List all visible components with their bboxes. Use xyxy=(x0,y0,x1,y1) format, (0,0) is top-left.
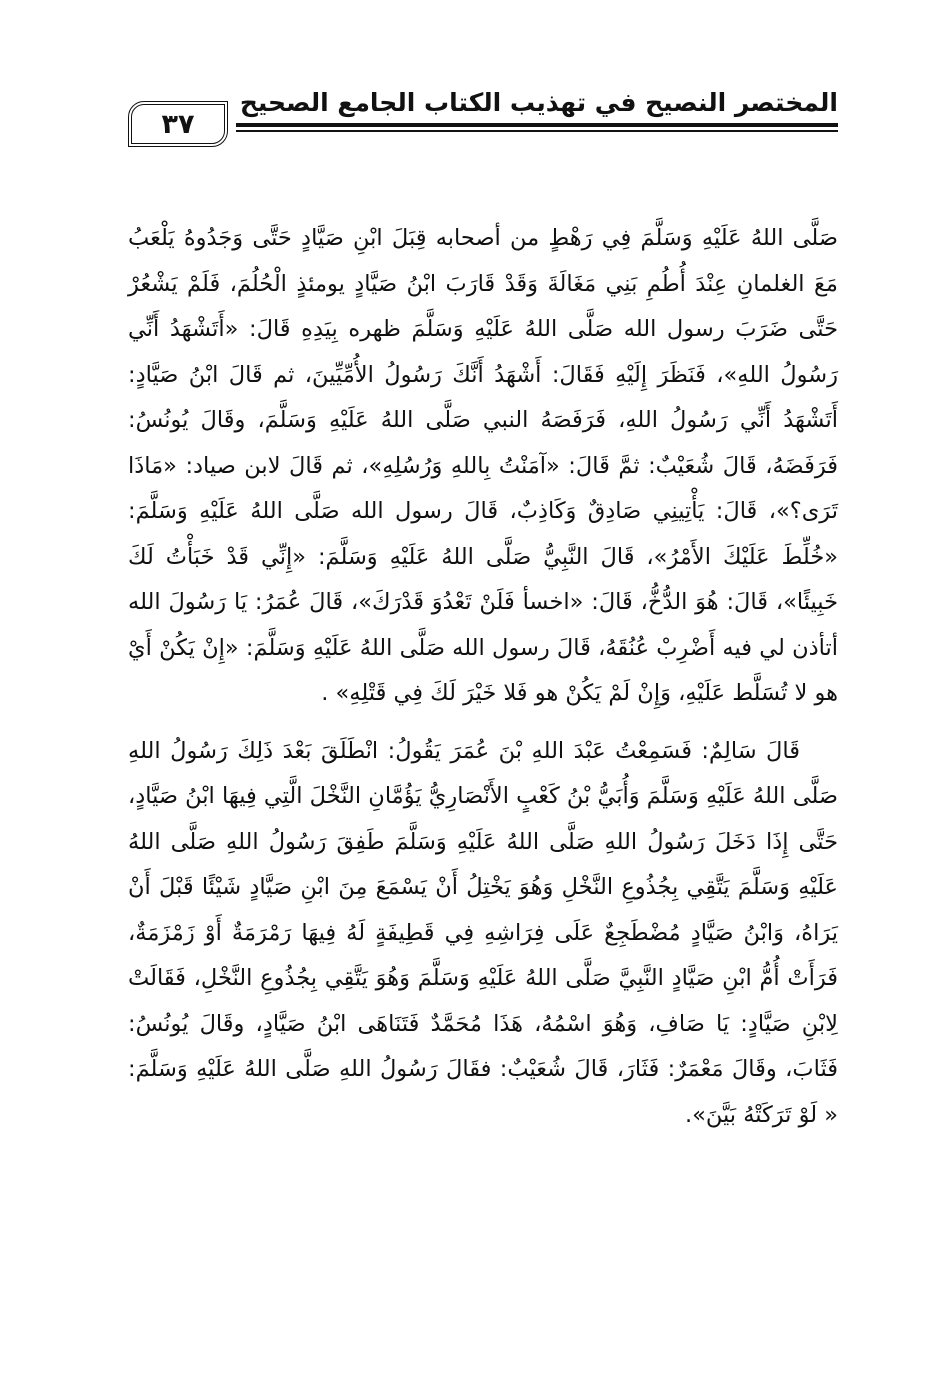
page-number: ٣٧ xyxy=(161,108,195,140)
paragraph-2: قَالَ سَالِمٌ: فَسَمِعْتُ عَبْدَ اللهِ بْنَ عُمَرَ يَقُولُ: انْطَلَقَ بَعْدَ ذَلِكَ رَسُولُ اللهِ صَلَّى اللهُ عَلَيْهِ وَسَلَّمَ وَأُبَيُّ بْنُ كَعْبٍ الأَنْصَارِيُّ يَؤُمَّانِ النَّخْلَ الَّتِي فِيهَا ابْنُ صَيَّادٍ، حَتَّى إِذَا دَخَلَ رَسُولُ اللهِ صَلَّى اللهُ عَلَيْهِ وَسَلَّمَ طَفِقَ رَسُولُ اللهِ صَلَّى اللهُ عَلَيْهِ وَسَلَّمَ يَتَّقِي بِجُذُوعِ النَّخْلِ وَهُوَ يَخْتِلُ أَنْ يَسْمَعَ مِنَ ابْنِ صَيَّادٍ شَيْئًا قَبْلَ أَنْ يَرَاهُ، وَابْنُ صَيَّادٍ مُضْطَجِعٌ عَلَى فِرَاشِهِ فِي قَطِيفَةٍ لَهُ فِيهَا رَمْرَمَةٌ أَوْ زَمْزَمَةٌ، فَرَأَتْ أُمُّ ابْنِ صَيَّادٍ النَّبِيَّ صَلَّى اللهُ عَلَيْهِ وَسَلَّمَ وَهُوَ يَتَّقِي بِجُذُوعِ النَّخْلِ، فَقَالَتْ لِابْنِ صَيَّادٍ: يَا صَافِ، وَهُوَ اسْمُهُ، هَذَا مُحَمَّدٌ فَتَنَاهَى ابْنُ صَيَّادٍ، وقَالَ يُونُسُ: فَثَابَ، وقَالَ مَعْمَرٌ: فَثَارَ، قَالَ شُعَيْبٌ: فقَالَ رَسُولُ اللهِ صَلَّى اللهُ عَلَيْهِ وَسَلَّمَ: « لَوْ تَرَكَتْهُ بَيَّنَ». xyxy=(127,737,838,1128)
page-number-frame xyxy=(128,101,228,147)
header-rule-thin xyxy=(236,130,838,132)
running-title: المختصر النصيح في تهذيب الكتاب الجامع الصحيح xyxy=(239,88,838,117)
page-header xyxy=(128,86,838,166)
header-rule-thick xyxy=(236,123,838,127)
paragraph-1: صَلَّى اللهُ عَلَيْهِ وَسَلَّمَ فِي رَهْطٍ من أصحابه قِبَلَ ابْنِ صَيَّادٍ حَتَّى وَجَدُوهُ يَلْعَبُ مَعَ الغلمانِ عِنْدَ أُطُمِ بَنِي مَغَالَةَ وَقَدْ قَارَبَ ابْنُ صَيَّادٍ يومئذٍ الْحُلُمَ، فَلَمْ يَشْعُرْ حَتَّى ضَرَبَ رسول الله صَلَّى اللهُ عَلَيْهِ وَسَلَّمَ ظهره بِيَدِهِ قَالَ: «أَتَشْهَدُ أَنِّي رَسُولُ اللهِ»، فَنَظَرَ إِلَيْهِ فَقَالَ: أَشْهَدُ أَنَّكَ رَسُولُ الأُمِّيِّينَ، ثم قَالَ ابْنُ صَيَّادٍ: أَتَشْهَدُ أَنِّي رَسُولُ اللهِ، فَرَفَصَهُ النبي صَلَّى اللهُ عَلَيْهِ وَسَلَّمَ، وقَالَ يُونُسُ: فَرَفَضَهُ، قَالَ شُعَيْبٌ: ثمَّ قَالَ: «آمَنْتُ بِاللهِ وَرُسُلِهِ»، ثم قَالَ لابن صياد: «مَاذَا تَرَى؟»، قَالَ: يَأْتِينِي صَادِقٌ وَكَاذِبٌ، قَالَ رسول الله صَلَّى اللهُ عَلَيْهِ وَسَلَّمَ: «خُلِّطَ عَلَيْكَ الأَمْرُ»، قَالَ النَّبِيُّ صَلَّى اللهُ عَلَيْهِ وَسَلَّمَ: «إِنِّي قَدْ خَبَأْتُ لَكَ خَبِيئًا»، قَالَ: هُوَ الدُّخُّ، قَالَ: «اخسأ فَلَنْ تَعْدُوَ قَدْرَكَ»، قَالَ عُمَرُ: يَا رَسُولَ الله أتأذن لي فيه أَضْرِبْ عُنُقَهُ، قَالَ رسول الله صَلَّى اللهُ عَلَيْهِ وَسَلَّمَ: «إِنْ يَكُنْ أَيْ هو لا تُسَلَّط عَلَيْهِ، وَإِنْ لَمْ يَكُنْ هو فَلا خَيْرَ لَكَ فِي قَتْلِهِ» . xyxy=(128,225,838,706)
page-body xyxy=(128,216,838,1138)
